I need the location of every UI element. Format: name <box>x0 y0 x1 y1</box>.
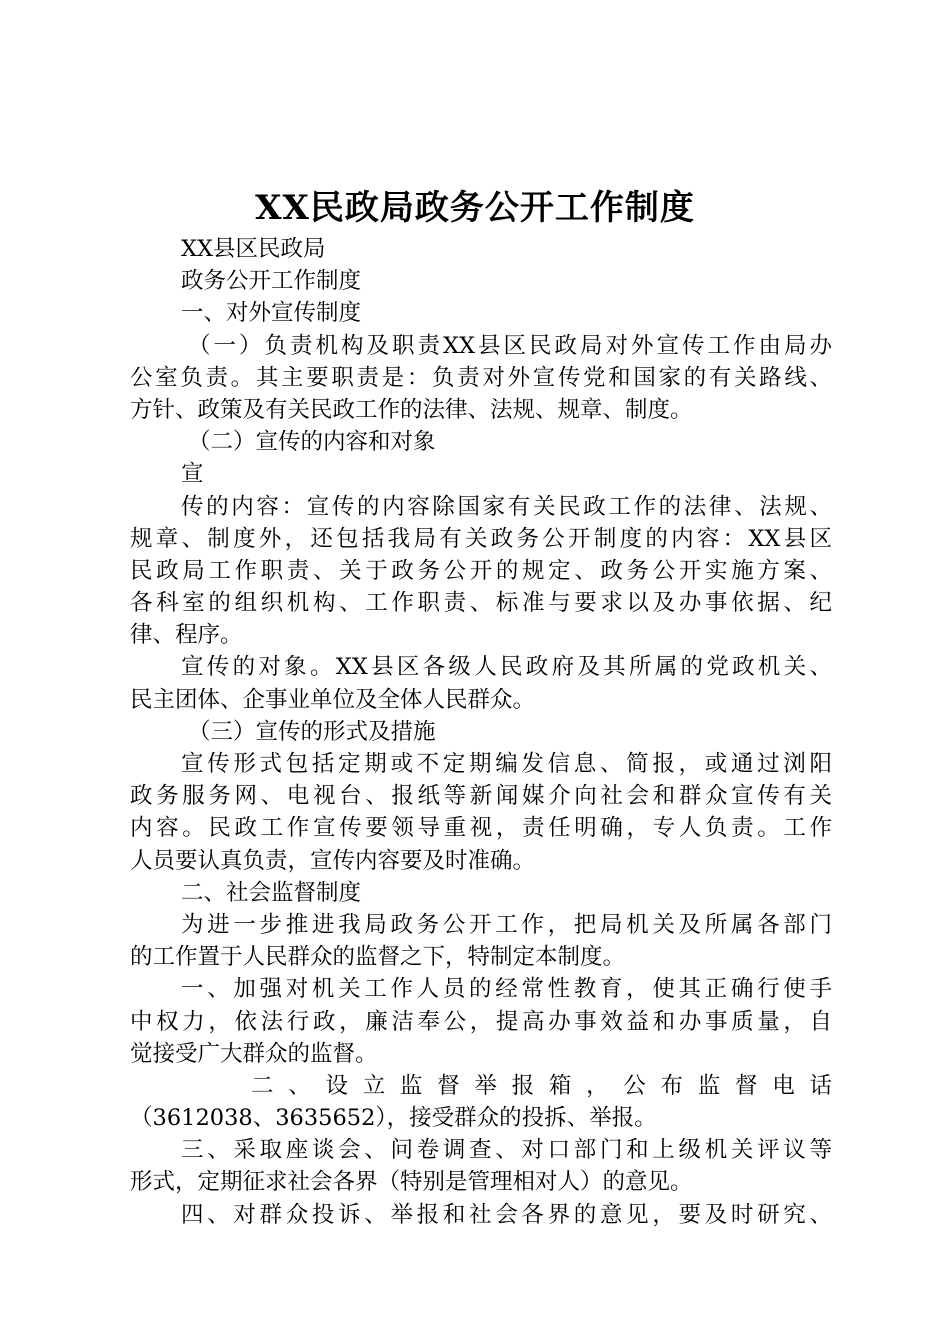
text-line: 的工作置于人民群众的监督之下，特制定本制度。 <box>130 944 626 971</box>
text-line: 规章、制度外，还包括我局有关政务公开制度的内容：XX县区 <box>130 525 832 552</box>
text-line: 律、程序。 <box>130 622 243 649</box>
text-line: 宣 <box>181 461 204 488</box>
text-line: （三）宣传的形式及措施 <box>188 718 436 745</box>
text-line: 四、对群众投诉、举报和社会各界的意见，要及时研究、 <box>181 1201 832 1228</box>
document-body <box>130 233 832 1231</box>
text-line: 觉接受广大群众的监督。 <box>130 1040 378 1067</box>
text-line: 三、采取座谈会、问卷调查、对口部门和上级机关评议等 <box>181 1137 832 1164</box>
text-line: 各科室的组织机构、工作职责、标准与要求以及办事依据、纪 <box>130 590 832 617</box>
text-line: （一）负责机构及职责XX县区民政局对外宣传工作由局办 <box>188 332 832 359</box>
text-line: 为进一步推进我局政务公开工作，把局机关及所属各部门 <box>181 911 832 938</box>
text-line: 民主团体、企事业单位及全体人民群众。 <box>130 686 536 713</box>
text-line: 政务服务网、电视台、报纸等新闻媒介向社会和群众宣传有关 <box>130 783 832 810</box>
text-line: XX县区民政局 <box>181 236 326 262</box>
text-line: 政务公开工作制度 <box>181 268 362 295</box>
text-line: 公室负责。其主要职责是：负责对外宣传党和国家的有关路线、 <box>130 364 832 391</box>
text-line: 宣传的对象。XX县区各级人民政府及其所属的党政机关、 <box>181 654 832 681</box>
text-line: 民政局工作职责、关于政务公开的规定、政务公开实施方案、 <box>130 557 832 584</box>
text-line: （3612038、3635652），接受群众的投拆、举报。 <box>130 1105 657 1132</box>
text-line: 二、设立监督举报箱，公布监督电话 <box>251 1072 832 1099</box>
text-line: 一、对外宣传制度 <box>181 300 362 327</box>
text-line: 内容。民政工作宣传要领导重视，责任明确，专人负责。工作 <box>130 815 832 842</box>
text-line: 一、加强对机关工作人员的经常性教育，使其正确行使手 <box>181 976 832 1003</box>
document-title: XX民政局政务公开工作制度 <box>255 188 695 228</box>
text-line: 方针、政策及有关民政工作的法律、法规、规章、制度。 <box>130 396 693 423</box>
text-line: 二、社会监督制度 <box>181 879 362 906</box>
text-line: （二）宣传的内容和对象 <box>188 429 436 456</box>
text-line: 形式，定期征求社会各界（特别是管理相对人）的意见。 <box>130 1169 693 1196</box>
text-line: 中权力，依法行政，廉洁奉公，提高办事效益和办事质量，自 <box>130 1008 832 1035</box>
text-line: 宣传形式包括定期或不定期编发信息、简报，或通过浏阳 <box>181 751 832 777</box>
text-line: 人员要认真负责，宣传内容要及时准确。 <box>130 847 536 874</box>
text-line: 传的内容：宣传的内容除国家有关民政工作的法律、法规、 <box>181 493 832 520</box>
